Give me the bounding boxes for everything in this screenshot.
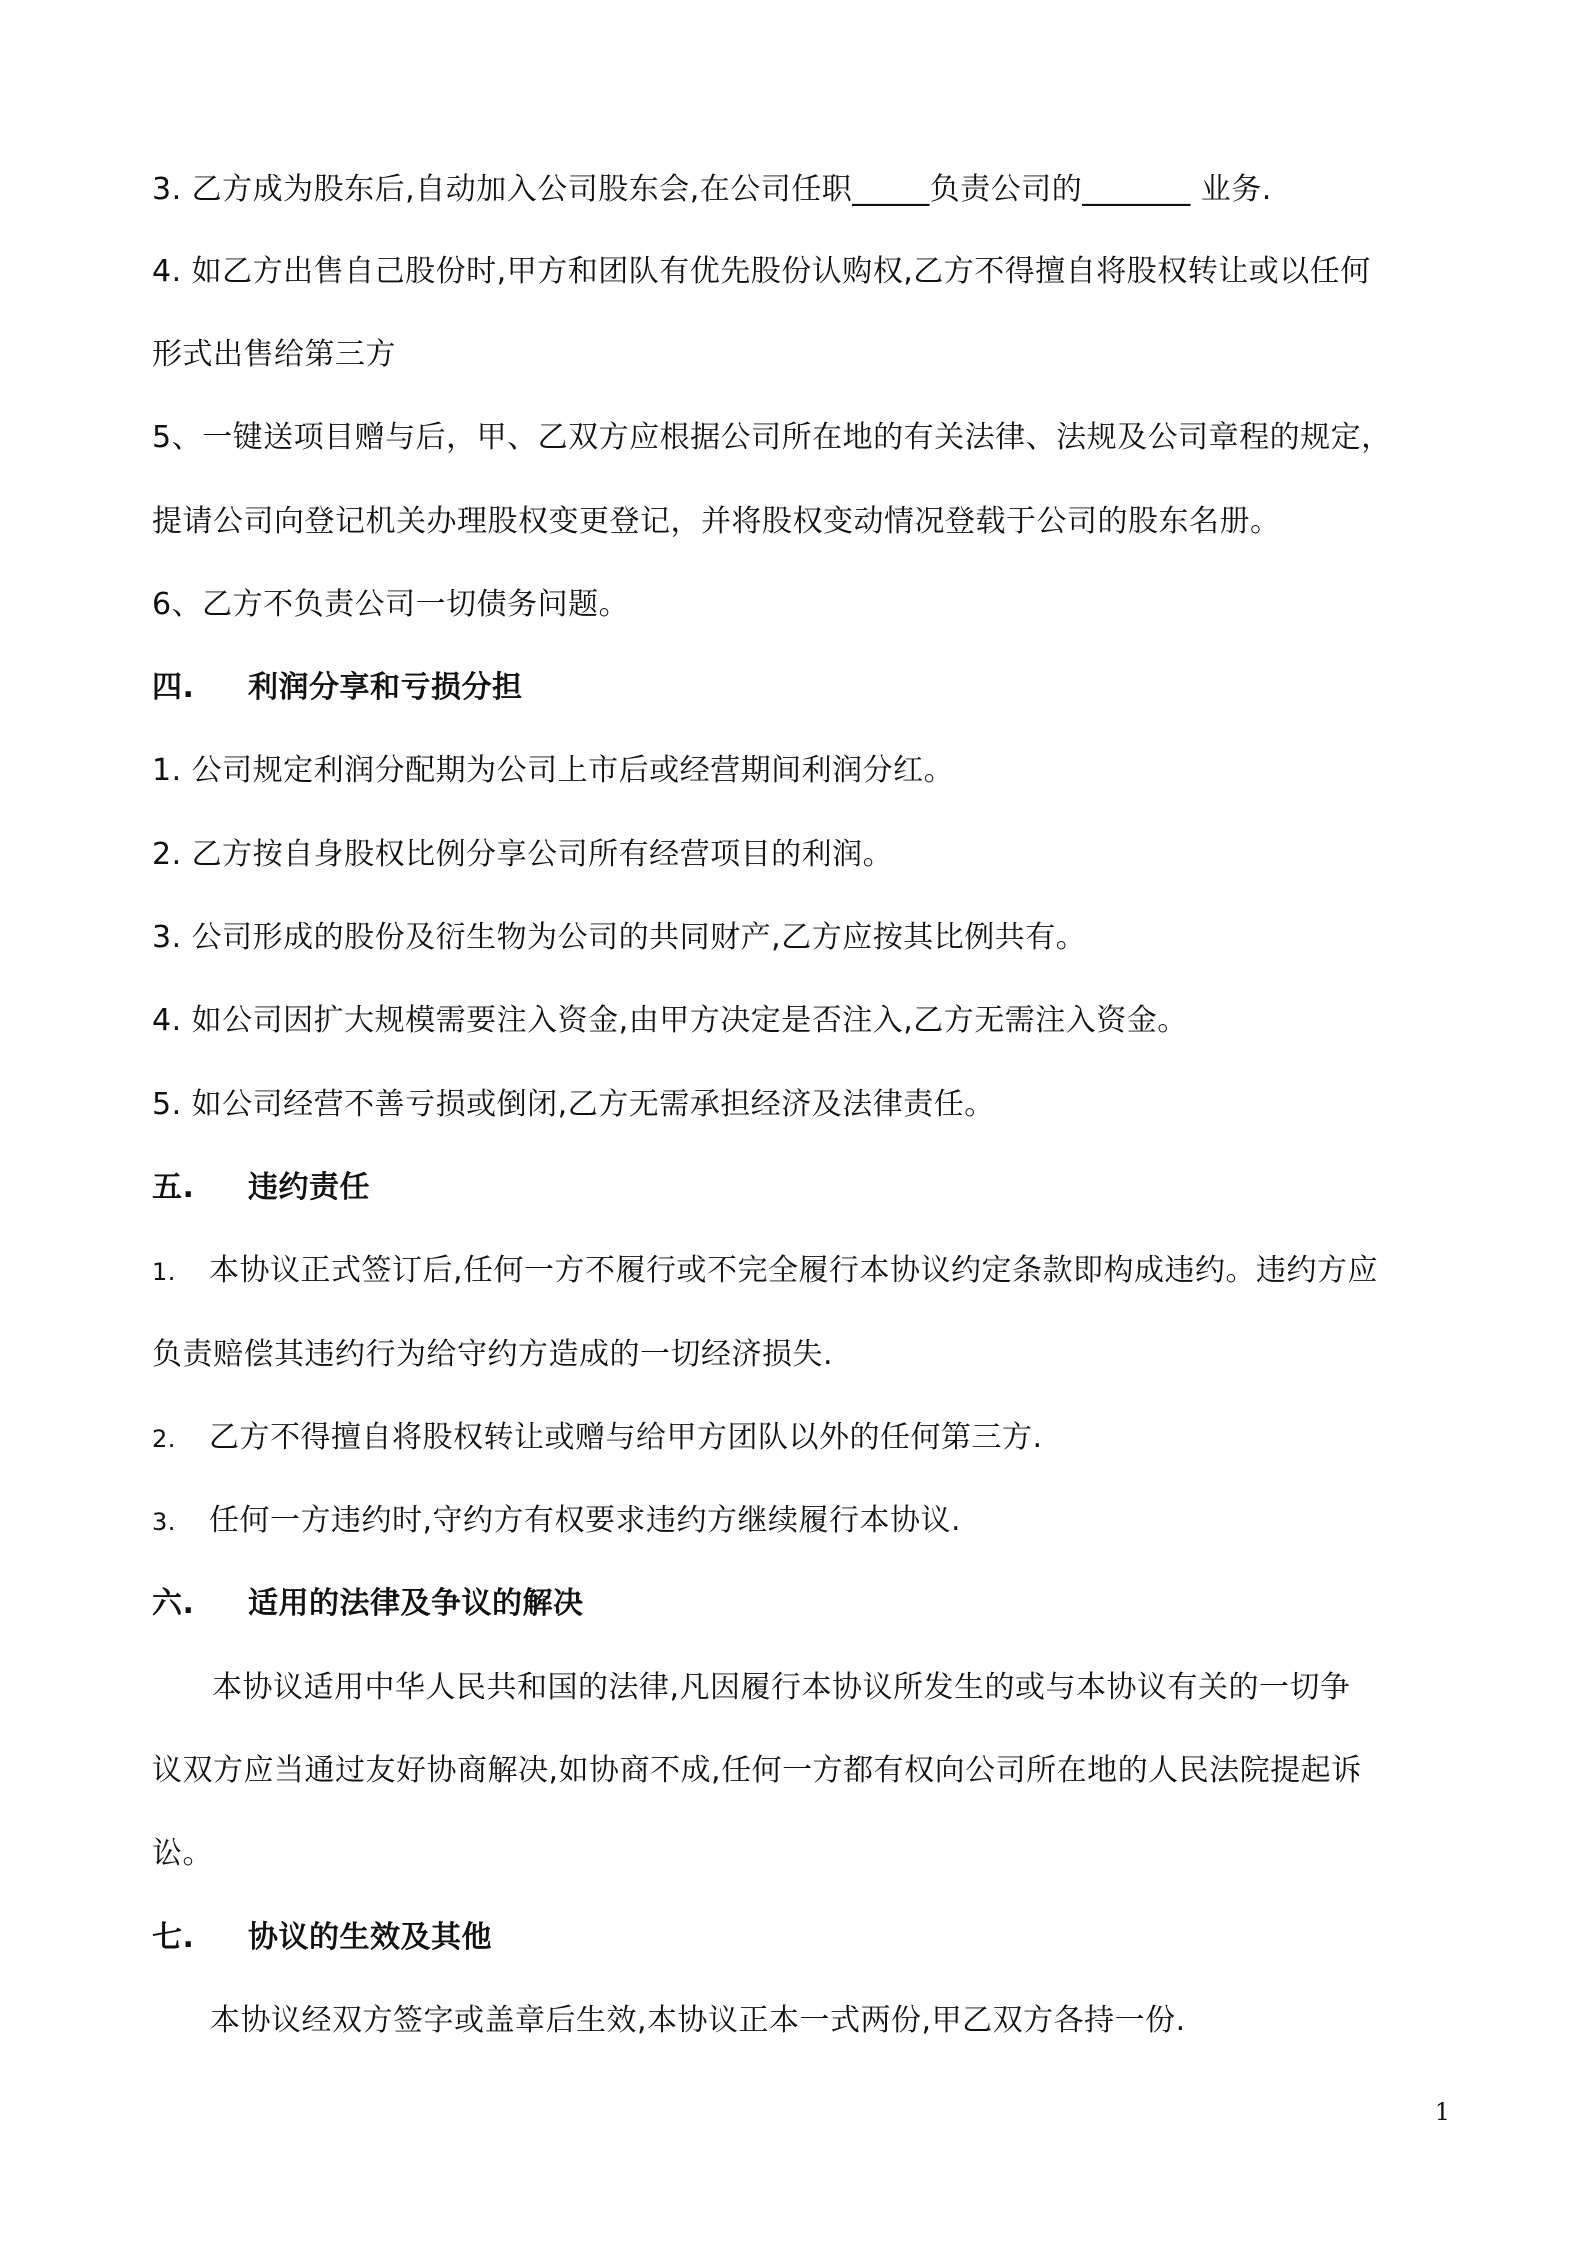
clause-5-1-text: 本协议正式签订后,任何一方不履行或不完全履行本协议约定条款即构成违约。违约方应 [209,1253,1379,1288]
clause-4-3: 3. 公司形成的股份及衍生物为公司的共同财产,乙方应按其比例共有。 [152,920,1087,955]
clause-3-4-line1: 4. 如乙方出售自己股份时,甲方和团队有优先股份认购权,乙方不得擅自将股权转让或以任何 [152,254,1371,289]
clause-5-3-number: 3. [152,1508,176,1536]
clause-5-3-text: 任何一方违约时,守约方有权要求违约方继续履行本协议. [209,1503,962,1538]
section-6-title: 适用的法律及争议的解决 [248,1586,584,1621]
section-6-line2: 议双方应当通过友好协商解决,如协商不成,任何一方都有权向公司所在地的人民法院提起诉 [152,1753,1362,1788]
clause-5-2-number: 2. [152,1425,176,1453]
section-7-title: 协议的生效及其他 [248,1920,492,1955]
clause-5-1-line2: 负责赔偿其违约行为给守约方造成的一切经济损失. [152,1337,834,1372]
section-6-number: 六. [152,1586,195,1621]
clause-3-3: 3. 乙方成为股东后,自动加入公司股东会,在公司任职_____负责公司的_______ 业务. [152,172,1272,207]
clause-3-6: 6、乙方不负责公司一切债务问题。 [152,587,630,622]
section-5-title: 违约责任 [248,1170,370,1205]
clause-5-3 [152,1501,1452,1542]
clause-5-1-number: 1. [152,1258,176,1286]
section-6-line3: 讼。 [152,1836,213,1871]
clause-3-4-line2: 形式出售给第三方 [152,337,396,372]
clause-5-1-line1 [152,1251,1452,1292]
clause-5-2 [152,1418,1452,1459]
section-4-number: 四. [152,670,195,705]
clause-4-2: 2. 乙方按自身股权比例分享公司所有经营项目的利润。 [152,837,894,872]
clause-4-1: 1. 公司规定利润分配期为公司上市后或经营期间利润分红。 [152,753,955,788]
section-7-heading [152,1918,1452,1958]
clause-4-4: 4. 如公司因扩大规模需要注入资金,由甲方决定是否注入,乙方无需注入资金。 [152,1003,1188,1038]
section-5-heading [152,1168,1452,1208]
section-7-number: 七. [152,1920,195,1955]
section-4-title: 利润分享和亏损分担 [248,670,523,705]
section-4-heading [152,668,1452,708]
section-6-heading [152,1584,1452,1624]
section-7-line1: 本协议经双方签字或盖章后生效,本协议正本一式两份,甲乙双方各持一份. [210,2003,1186,2038]
clause-3-5-line1: 5、一键送项目赠与后，甲、乙双方应根据公司所在地的有关法律、法规及公司章程的规定， [152,420,1392,455]
clause-3-5-line2: 提请公司向登记机关办理股权变更登记，并将股权变动情况登载于公司的股东名册。 [152,504,1281,539]
page-number: 1 [1434,2098,1450,2126]
section-6-line1: 本协议适用中华人民共和国的法律,凡因履行本协议所发生的或与本协议有关的一切争 [212,1670,1351,1705]
clause-5-2-text: 乙方不得擅自将股权转让或赠与给甲方团队以外的任何第三方. [209,1420,1043,1455]
section-5-number: 五. [152,1170,195,1205]
clause-4-5: 5. 如公司经营不善亏损或倒闭,乙方无需承担经济及法律责任。 [152,1087,995,1122]
